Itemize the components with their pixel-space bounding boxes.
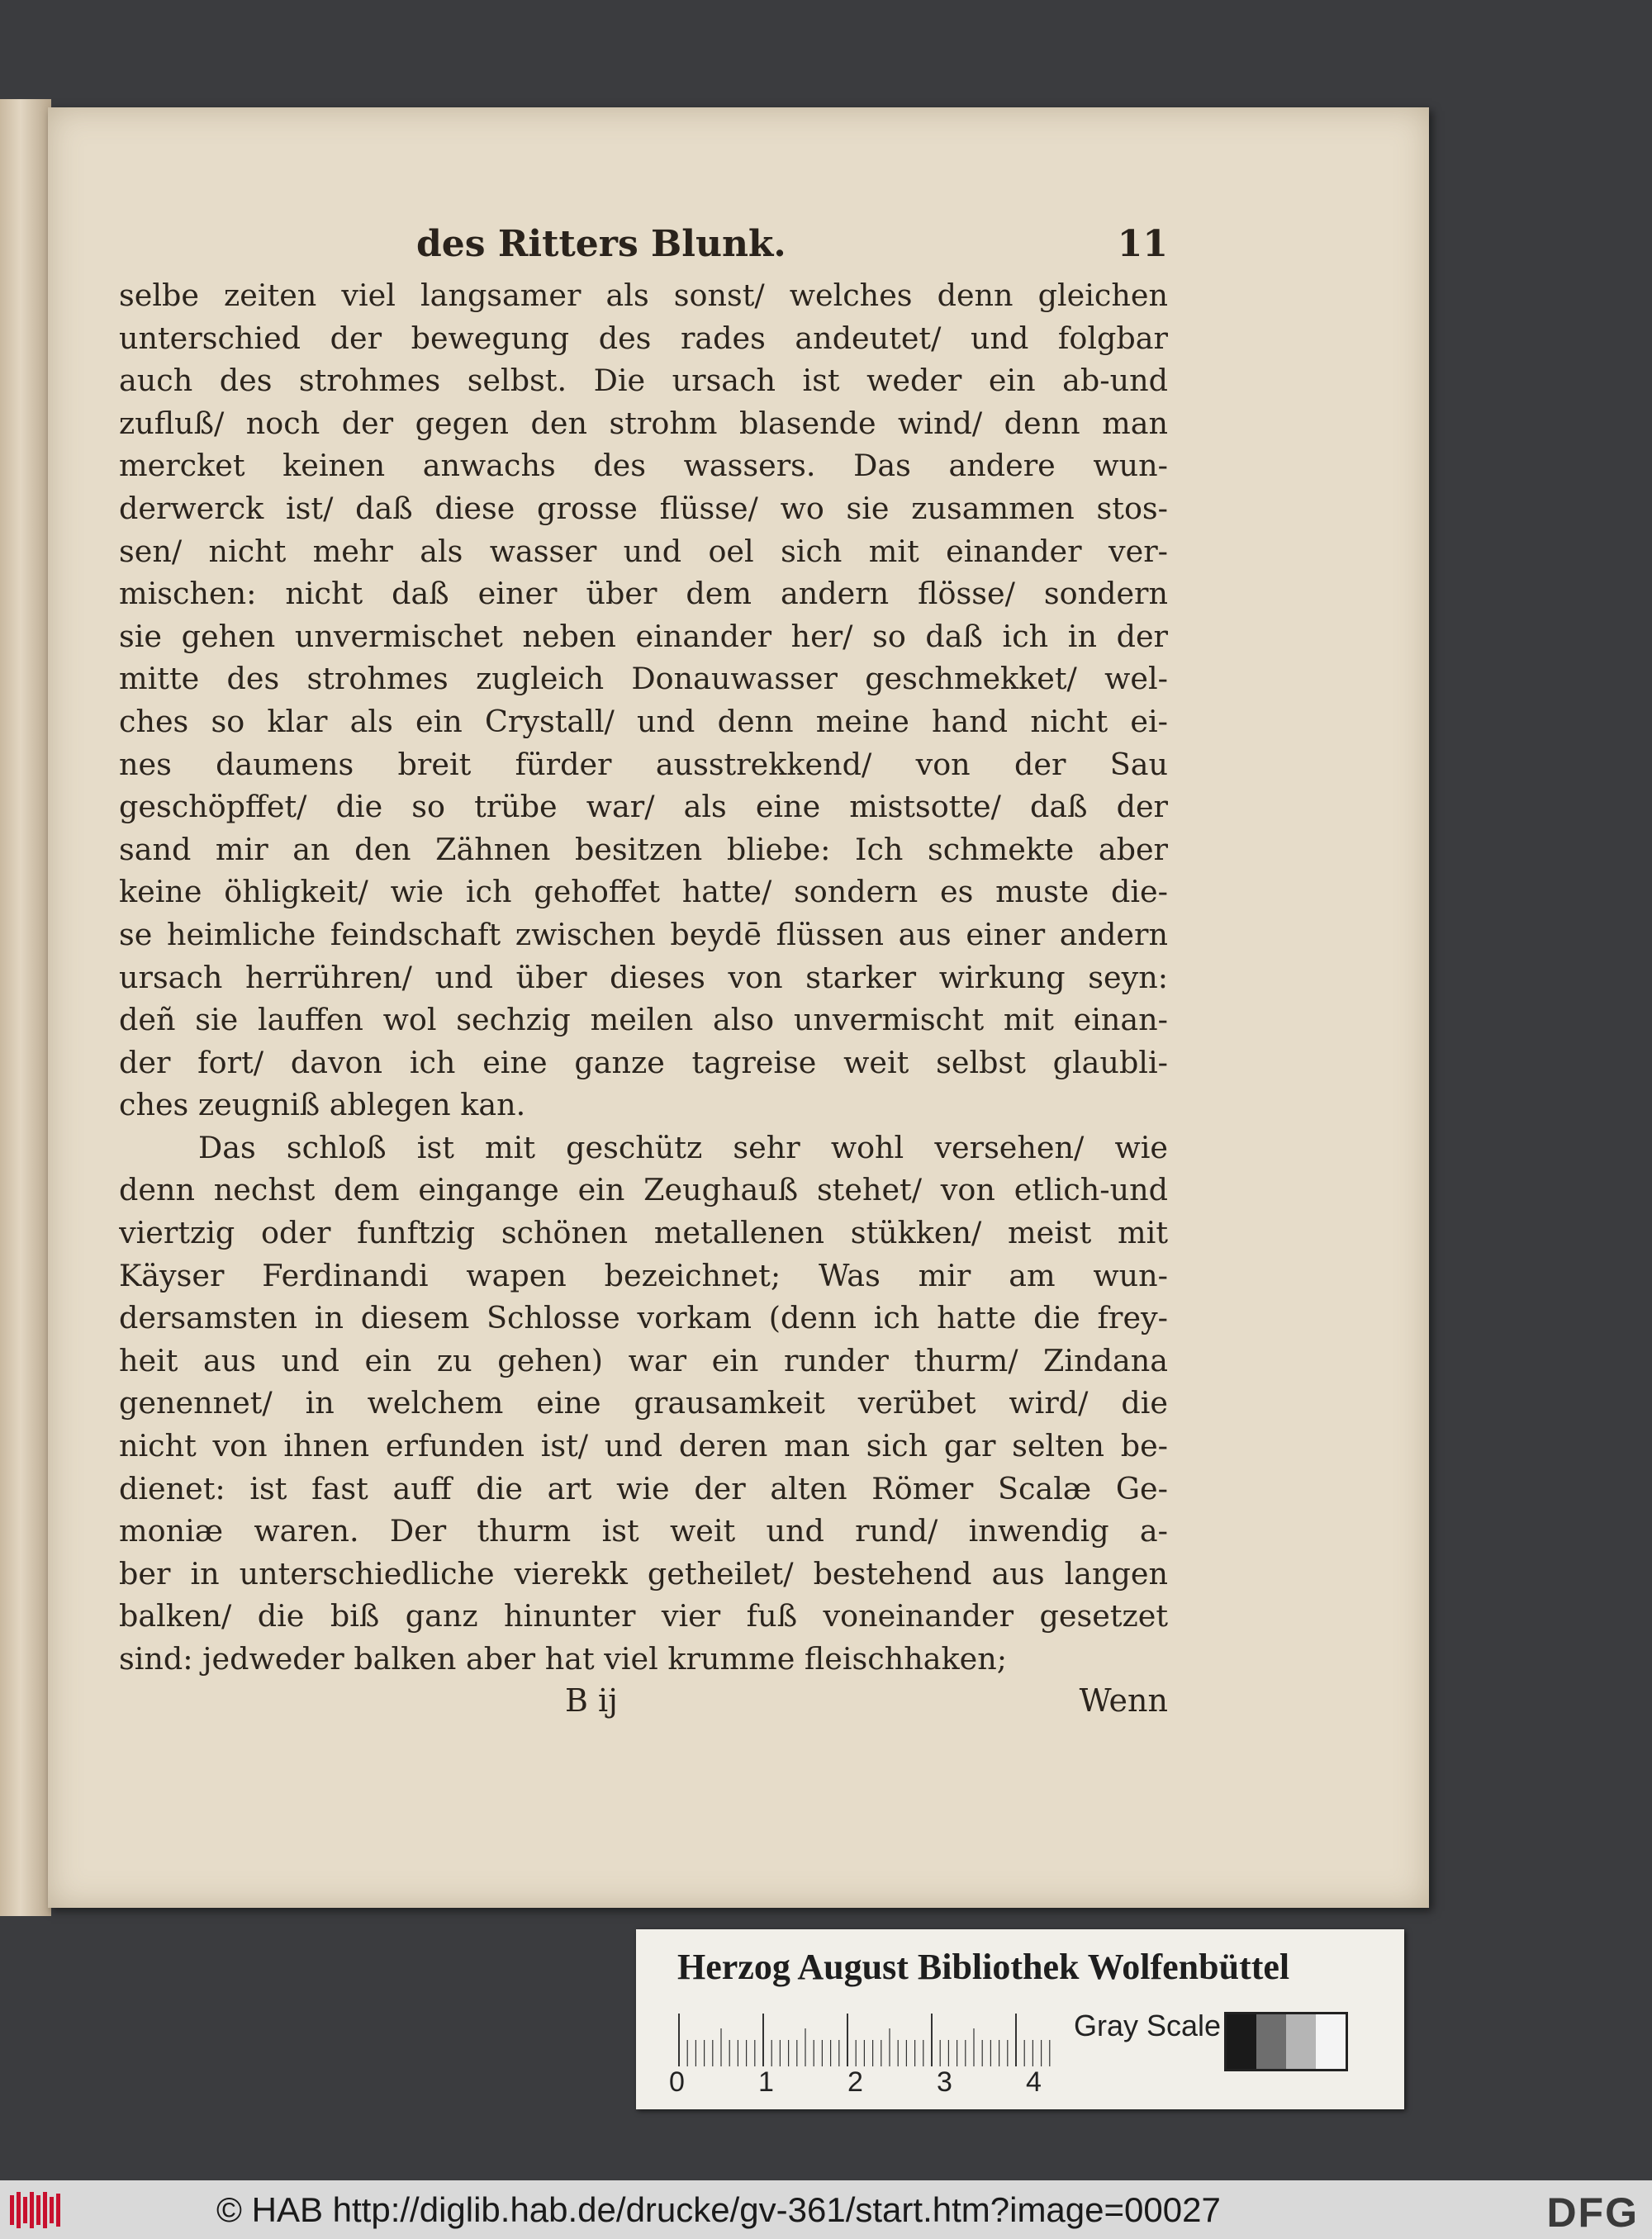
catchword: Wenn [1079,1682,1168,1719]
ruler-label: 3 [937,2066,952,2098]
credit-link[interactable]: © HAB http://diglib.hab.de/drucke/gv-361/start.htm?image=00027 [216,2190,1221,2229]
text-line: ches so klar als ein Crystall/ und denn meine hand nicht ei- [119,703,1168,739]
ruler-label: 0 [669,2066,685,2098]
grayscale-label: Gray Scale [1074,2009,1222,2042]
text-line: mischen: nicht daß einer über dem andern flösse/ sondern [119,576,1168,612]
text-line: ches zeugniß ablegen kan. [119,1087,526,1123]
text-line: ursach herrühren/ und über dieses von starker wirkung seyn: [119,959,1168,995]
text-line: sen/ nicht mehr als wasser und oel sich mit einander ver- [119,533,1168,569]
text-line: auch des strohmes selbst. Die ursach ist weder ein ab-und [119,363,1168,399]
text-line: dersamsten in diesem Schlosse vorkam (denn ich hatte die frey- [119,1300,1168,1336]
text-line: sie gehen unvermischet neben einander her/ so daß ich in der [119,618,1168,654]
gray-patch [1286,2014,1316,2069]
body-text [119,274,1168,1681]
text-line: genennet/ in welchem eine grausamkeit verübet wird/ die [119,1385,1168,1421]
text-line: denn nechst dem eingange ein Zeughauß stehet/ von etlich-und [119,1172,1168,1208]
text-line: Käyser Ferdinandi wapen bezeichnet; Was mir am wun- [119,1257,1168,1293]
gray-patch [1256,2014,1286,2069]
gray-patch [1227,2014,1256,2069]
page-footer [119,1682,1168,1729]
text-line: selbe zeiten viel langsamer als sonst/ welches denn gleichen [119,278,1168,313]
text-line: ber in unterschiedliche vierekk getheilet/ bestehend aus langen [119,1555,1168,1591]
previous-page-edge [0,99,51,1916]
ruler [677,2010,1057,2068]
signature-mark: B ij [565,1682,618,1719]
ruler-labels [669,2066,1082,2103]
text-line: derwerck ist/ daß diese grosse flüsse/ wo sie zusammen stos- [119,490,1168,526]
dfg-logo: DFG [1546,2189,1639,2236]
color-scale-card [636,1929,1404,2109]
text-line: unterschied der bewegung des rades andeutet/ und folgbar [119,320,1168,356]
text-line: sind: jedweder balken aber hat viel krumme fleischhaken; [119,1641,1008,1677]
grayscale-patches [1224,2012,1348,2071]
ruler-label: 2 [847,2066,863,2098]
text-line: zufluß/ noch der gegen den strohm blasende wind/ denn man [119,405,1168,441]
running-head: des Ritters Blunk. [416,223,786,265]
text-line: moniæ waren. Der thurm ist weit und rund/ inwendig a- [119,1513,1168,1549]
book-page [48,107,1429,1908]
ruler-label: 4 [1026,2066,1042,2098]
text-line: mitte des strohmes zugleich Donauwasser geschmekket/ wel- [119,661,1168,697]
text-line: deñ sie lauffen wol sechzig meilen also unvermischt mit einan- [119,1002,1168,1038]
credit-bar [0,2180,1652,2239]
text-line: geschöpffet/ die so trübe war/ als eine mistsotte/ daß der [119,789,1168,825]
hab-logo-icon [8,2190,66,2230]
text-line: mercket keinen anwachs des wassers. Das andere wun- [119,448,1168,484]
gray-patch [1316,2014,1346,2069]
text-line: dienet: ist fast auff die art wie der alten Römer Scalæ Ge- [119,1470,1168,1506]
text-line: nicht von ihnen erfunden ist/ und deren man sich gar selten be- [119,1428,1168,1464]
page-number: 11 [1117,223,1168,265]
text-line: der fort/ davon ich eine ganze tagreise weit selbst glaubli- [119,1044,1168,1080]
page-text-block [119,223,1168,1825]
text-line: balken/ die biß ganz hinunter vier fuß voneinander gesetzet [119,1598,1168,1634]
ruler-ticks [677,2010,1057,2068]
text-line: Das schloß ist mit geschütz sehr wohl versehen/ wie [198,1129,1168,1165]
library-name: Herzog August Bibliothek Wolfenbüttel [677,1947,1290,1987]
text-line: heit aus und ein zu gehen) war ein runder thurm/ Zindana [119,1342,1168,1378]
text-line: viertzig oder funftzig schönen metallenen stükken/ meist mit [119,1215,1168,1251]
text-line: se heimliche feindschaft zwischen beydē flüssen aus einer andern [119,916,1168,952]
page-header [119,223,1168,271]
text-line: keine öhligkeit/ wie ich gehoffet hatte/ sondern es muste die- [119,874,1168,910]
ruler-label: 1 [758,2066,774,2098]
text-line: nes daumens breit fürder ausstrekkend/ von der Sau [119,746,1168,782]
text-line: sand mir an den Zähnen besitzen bliebe: Ich schmekte aber [119,831,1168,867]
